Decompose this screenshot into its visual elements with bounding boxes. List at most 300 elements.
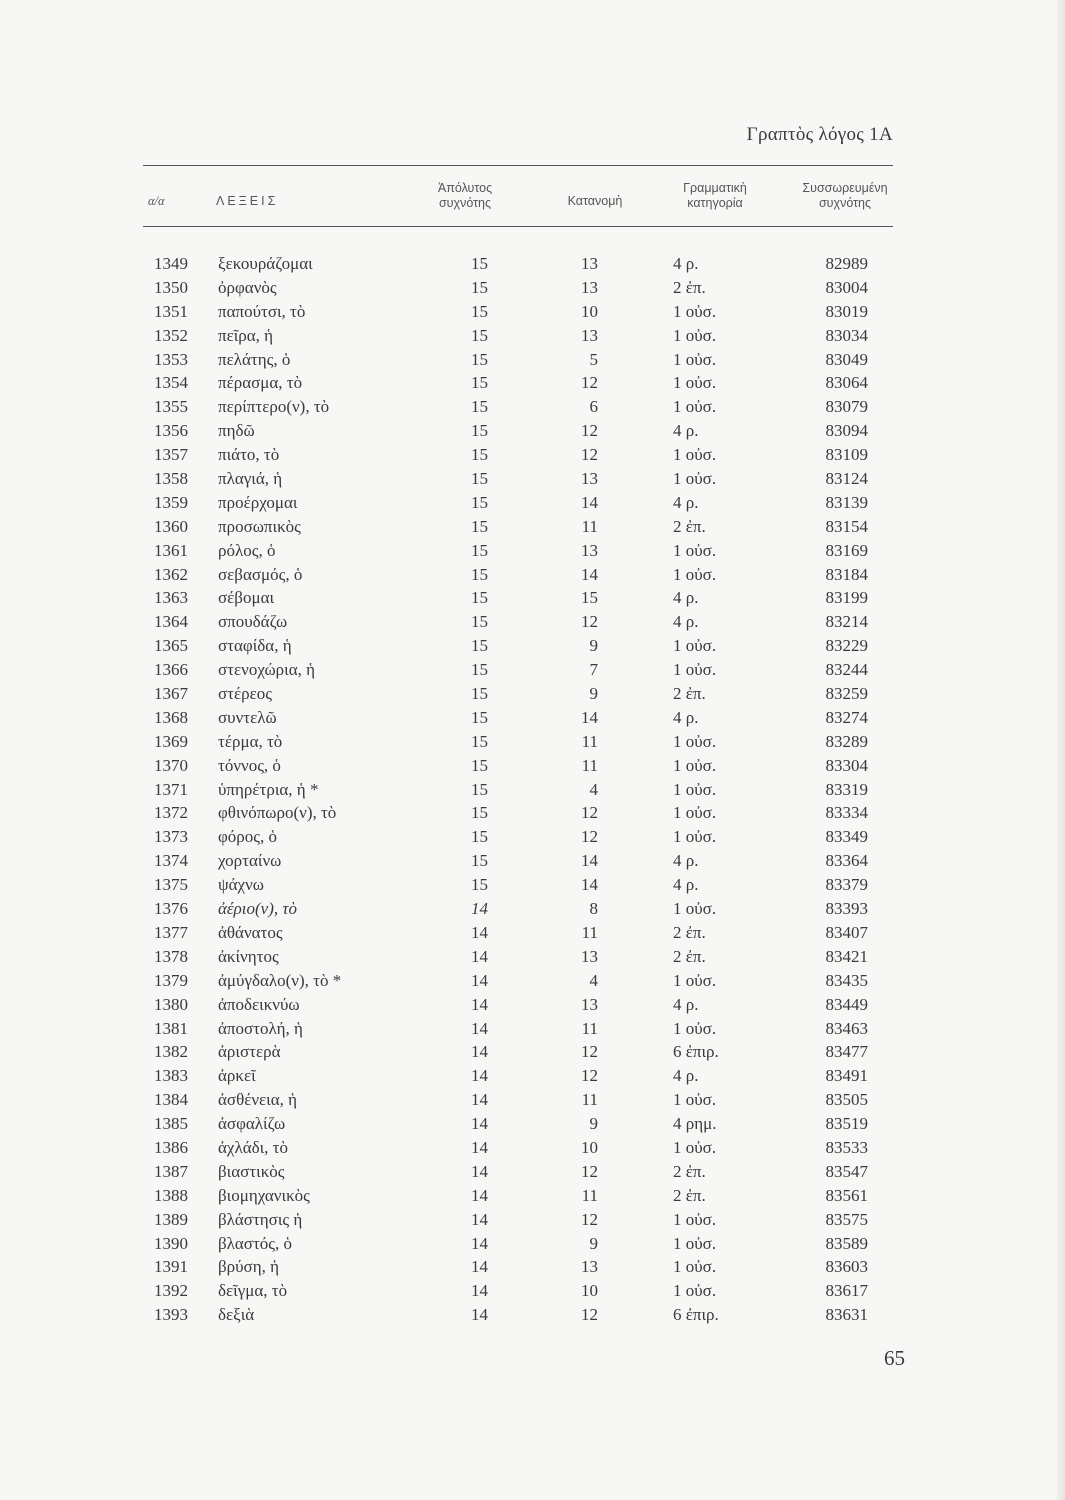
row-word: φθινόπωρο(ν), τὸ (218, 803, 337, 823)
table-row (143, 467, 903, 491)
row-cumulative-frequency: 83259 (825, 684, 868, 704)
table-row (143, 252, 903, 276)
row-distribution: 12 (581, 1209, 598, 1229)
row-serial-number: 1369 (154, 731, 188, 751)
row-serial-number: 1388 (154, 1185, 188, 1205)
row-serial-number: 1368 (154, 707, 188, 727)
row-word: ἀμύγδαλο(ν), τὸ * (218, 970, 342, 990)
row-cumulative-frequency: 83019 (825, 301, 868, 321)
row-distribution: 14 (581, 707, 598, 727)
row-cumulative-frequency: 83229 (825, 636, 868, 656)
row-cumulative-frequency: 83364 (825, 851, 868, 871)
row-word: ψάχνω (218, 875, 264, 895)
row-cumulative-frequency: 83561 (825, 1185, 868, 1205)
table-row (143, 993, 903, 1017)
row-distribution: 11 (581, 922, 598, 942)
row-serial-number: 1350 (154, 277, 188, 297)
row-absolute-frequency: 15 (471, 516, 488, 536)
header-absolute-frequency (405, 181, 525, 211)
table-row (143, 1208, 903, 1232)
row-distribution: 11 (581, 755, 598, 775)
row-absolute-frequency: 14 (471, 1090, 488, 1110)
row-grammatical-category: 1 οὐσ. (673, 445, 717, 465)
row-grammatical-category: 1 οὐσ. (673, 970, 717, 990)
row-cumulative-frequency: 83407 (825, 922, 868, 942)
row-distribution: 9 (589, 1233, 598, 1253)
row-distribution: 12 (581, 373, 598, 393)
table-row (143, 586, 903, 610)
row-absolute-frequency: 15 (471, 421, 488, 441)
row-serial-number: 1361 (154, 540, 188, 560)
row-word: χορταίνω (218, 851, 282, 871)
row-word: τέρμα, τὸ (218, 731, 283, 751)
row-absolute-frequency: 15 (471, 254, 488, 273)
row-absolute-frequency: 14 (471, 1114, 488, 1134)
row-absolute-frequency: 14 (471, 1066, 488, 1086)
row-serial-number: 1379 (154, 970, 188, 990)
row-serial-number: 1359 (154, 492, 188, 512)
row-word: ἀρκεῖ (218, 1066, 256, 1086)
table-row (143, 1160, 903, 1184)
table-row (143, 610, 903, 634)
row-serial-number: 1360 (154, 516, 188, 536)
row-distribution: 13 (581, 540, 598, 560)
row-grammatical-category: 1 οὐσ. (673, 564, 717, 584)
row-distribution: 6 (589, 397, 598, 417)
row-word: βλάστησις ἡ (218, 1209, 303, 1229)
row-absolute-frequency: 15 (471, 325, 488, 345)
row-distribution: 12 (581, 1161, 598, 1181)
row-distribution: 13 (581, 469, 598, 489)
row-serial-number: 1387 (154, 1161, 188, 1181)
row-cumulative-frequency: 83169 (825, 540, 868, 560)
row-absolute-frequency: 15 (471, 684, 488, 704)
page-number: 65 (884, 1346, 905, 1370)
row-absolute-frequency: 15 (471, 277, 488, 297)
row-serial-number: 1378 (154, 946, 188, 966)
row-distribution: 13 (581, 946, 598, 966)
row-word: ἀχλάδι, τὸ (218, 1137, 289, 1157)
row-distribution: 12 (581, 421, 598, 441)
row-distribution: 13 (581, 325, 598, 345)
row-serial-number: 1381 (154, 1018, 188, 1038)
row-cumulative-frequency: 83334 (825, 803, 868, 823)
row-absolute-frequency: 14 (471, 899, 488, 919)
row-serial-number: 1353 (154, 349, 188, 369)
row-absolute-frequency: 15 (471, 731, 488, 751)
row-absolute-frequency: 15 (471, 492, 488, 512)
header-distribution: Κατανομὴ (567, 194, 623, 208)
row-distribution: 11 (581, 731, 598, 751)
row-word: πεῖρα, ἡ (218, 325, 274, 345)
row-serial-number: 1391 (154, 1257, 188, 1277)
row-grammatical-category: 1 οὐσ. (673, 1257, 717, 1277)
row-distribution: 4 (589, 779, 598, 799)
table-row (143, 324, 903, 348)
row-distribution: 12 (581, 1305, 598, 1325)
table-row (143, 921, 903, 945)
row-distribution: 5 (589, 349, 598, 369)
row-cumulative-frequency: 83034 (825, 325, 868, 345)
row-serial-number: 1390 (154, 1233, 188, 1253)
row-distribution: 9 (589, 684, 598, 704)
row-distribution: 12 (581, 803, 598, 823)
row-absolute-frequency: 14 (471, 1018, 488, 1038)
row-serial-number: 1356 (154, 421, 188, 441)
row-cumulative-frequency: 83109 (825, 445, 868, 465)
row-grammatical-category: 1 οὐσ. (673, 731, 717, 751)
row-word: ἀριστερὰ (218, 1042, 281, 1062)
row-cumulative-frequency: 83491 (825, 1066, 868, 1086)
row-cumulative-frequency: 83421 (825, 946, 868, 966)
row-distribution: 12 (581, 1042, 598, 1062)
row-cumulative-frequency: 83533 (825, 1137, 868, 1157)
row-word: πέρασμα, τὸ (218, 373, 303, 393)
table-row (143, 1040, 903, 1064)
table-row (143, 754, 903, 778)
table-row (143, 873, 903, 897)
table-row (143, 539, 903, 563)
row-distribution: 12 (581, 1066, 598, 1086)
table-row (143, 443, 903, 467)
row-serial-number: 1366 (154, 660, 188, 680)
row-word: δεῖγμα, τὸ (218, 1281, 288, 1301)
table-row (143, 1088, 903, 1112)
row-grammatical-category: 4 ρ. (673, 851, 699, 871)
row-grammatical-category: 4 ρ. (673, 994, 699, 1014)
table-row (143, 419, 903, 443)
word-frequency-table (143, 252, 903, 1327)
row-absolute-frequency: 15 (471, 373, 488, 393)
row-word: ἀποστολή, ἡ (218, 1018, 303, 1038)
row-cumulative-frequency: 83199 (825, 588, 868, 608)
row-absolute-frequency: 14 (471, 1042, 488, 1062)
row-absolute-frequency: 14 (471, 1281, 488, 1301)
row-distribution: 4 (589, 970, 598, 990)
row-distribution: 11 (581, 516, 598, 536)
row-distribution: 7 (589, 660, 598, 680)
table-row (143, 682, 903, 706)
row-distribution: 11 (581, 1090, 598, 1110)
row-absolute-frequency: 15 (471, 803, 488, 823)
row-word: ὀρφανὸς (218, 277, 277, 297)
row-grammatical-category: 1 οὐσ. (673, 397, 717, 417)
row-word: ξεκουράζομαι (218, 254, 313, 273)
row-word: σεβασμός, ὁ (218, 564, 303, 584)
header-grammatical-category (650, 181, 780, 211)
row-grammatical-category: 1 οὐσ. (673, 1090, 717, 1110)
row-grammatical-category: 1 οὐσ. (673, 1209, 717, 1229)
row-distribution: 15 (581, 588, 598, 608)
table-row (143, 1017, 903, 1041)
row-absolute-frequency: 15 (471, 612, 488, 632)
row-distribution: 12 (581, 612, 598, 632)
header-grammatical-category-line1: Γραμματικὴ (683, 181, 747, 195)
row-grammatical-category: 1 οὐσ. (673, 301, 717, 321)
row-word: ἀκίνητος (218, 946, 279, 966)
row-serial-number: 1358 (154, 469, 188, 489)
row-absolute-frequency: 14 (471, 922, 488, 942)
row-absolute-frequency: 14 (471, 1257, 488, 1277)
row-serial-number: 1383 (154, 1066, 188, 1086)
row-cumulative-frequency: 83477 (825, 1042, 868, 1062)
table-row (143, 515, 903, 539)
row-distribution: 11 (581, 1185, 598, 1205)
row-grammatical-category: 1 οὐσ. (673, 827, 717, 847)
header-top-rule (143, 165, 893, 166)
row-absolute-frequency: 14 (471, 1305, 488, 1325)
row-serial-number: 1367 (154, 684, 188, 704)
row-grammatical-category: 1 οὐσ. (673, 803, 717, 823)
row-word: συντελῶ (218, 707, 277, 727)
table-row (143, 300, 903, 324)
row-serial-number: 1385 (154, 1114, 188, 1134)
row-grammatical-category: 1 οὐσ. (673, 469, 717, 489)
row-distribution: 11 (581, 1018, 598, 1038)
row-absolute-frequency: 15 (471, 301, 488, 321)
row-absolute-frequency: 15 (471, 397, 488, 417)
row-word: στέρεος (218, 684, 272, 704)
row-grammatical-category: 1 οὐσ. (673, 325, 717, 345)
header-grammatical-category-line2: κατηγορία (687, 196, 743, 210)
row-cumulative-frequency: 83064 (825, 373, 868, 393)
row-serial-number: 1392 (154, 1281, 188, 1301)
row-distribution: 13 (581, 994, 598, 1014)
row-word: σταφίδα, ἡ (218, 636, 292, 656)
row-word: περίπτερο(ν), τὸ (218, 397, 330, 417)
row-serial-number: 1375 (154, 875, 188, 895)
row-word: προέρχομαι (218, 492, 298, 512)
row-grammatical-category: 6 ἐπιρ. (673, 1042, 719, 1062)
row-serial-number: 1372 (154, 803, 188, 823)
row-absolute-frequency: 14 (471, 1209, 488, 1229)
table-row (143, 945, 903, 969)
row-cumulative-frequency: 83631 (825, 1305, 868, 1325)
row-distribution: 8 (589, 899, 598, 919)
row-cumulative-frequency: 83449 (825, 994, 868, 1014)
row-cumulative-frequency: 83393 (825, 899, 868, 919)
row-cumulative-frequency: 83304 (825, 755, 868, 775)
row-grammatical-category: 1 οὐσ. (673, 1137, 717, 1157)
table-row (143, 658, 903, 682)
row-grammatical-category: 1 οὐσ. (673, 349, 717, 369)
row-absolute-frequency: 15 (471, 875, 488, 895)
table-row (143, 706, 903, 730)
row-cumulative-frequency: 83379 (825, 875, 868, 895)
table-row (143, 634, 903, 658)
header-absolute-frequency-line1: Ἀπόλυτος (437, 181, 493, 195)
row-word: βιαστικὸς (218, 1161, 285, 1181)
table-row (143, 778, 903, 802)
row-cumulative-frequency: 83094 (825, 421, 868, 441)
header-bottom-rule (143, 226, 893, 227)
row-cumulative-frequency: 83049 (825, 349, 868, 369)
row-word: παπούτσι, τὸ (218, 301, 306, 321)
row-serial-number: 1364 (154, 612, 188, 632)
table-row (143, 1232, 903, 1256)
row-cumulative-frequency: 83505 (825, 1090, 868, 1110)
table-row (143, 276, 903, 300)
row-distribution: 10 (581, 301, 598, 321)
row-grammatical-category: 6 ἐπιρ. (673, 1305, 719, 1325)
row-cumulative-frequency: 83435 (825, 970, 868, 990)
table-row (143, 1064, 903, 1088)
row-serial-number: 1389 (154, 1209, 188, 1229)
table-row (143, 491, 903, 515)
table-row (143, 371, 903, 395)
row-serial-number: 1363 (154, 588, 188, 608)
table-row (143, 563, 903, 587)
row-absolute-frequency: 15 (471, 445, 488, 465)
row-absolute-frequency: 14 (471, 1137, 488, 1157)
row-word: σέβομαι (218, 588, 275, 608)
row-serial-number: 1362 (154, 564, 188, 584)
row-grammatical-category: 1 οὐσ. (673, 660, 717, 680)
row-grammatical-category: 2 ἐπ. (673, 922, 706, 942)
row-grammatical-category: 2 ἐπ. (673, 277, 706, 297)
table-row (143, 730, 903, 754)
row-cumulative-frequency: 83589 (825, 1233, 868, 1253)
row-cumulative-frequency: 83184 (825, 564, 868, 584)
row-serial-number: 1377 (154, 922, 188, 942)
row-distribution: 14 (581, 492, 598, 512)
row-cumulative-frequency: 83547 (825, 1161, 868, 1181)
row-grammatical-category: 2 ἐπ. (673, 1185, 706, 1205)
row-grammatical-category: 4 ρ. (673, 421, 699, 441)
row-cumulative-frequency: 83124 (825, 469, 868, 489)
row-absolute-frequency: 15 (471, 469, 488, 489)
row-distribution: 14 (581, 851, 598, 871)
row-distribution: 13 (581, 1257, 598, 1277)
row-grammatical-category: 4 ρ. (673, 1066, 699, 1086)
row-cumulative-frequency: 83519 (825, 1114, 868, 1134)
page-edge (1057, 0, 1065, 1500)
row-serial-number: 1374 (154, 851, 188, 871)
row-cumulative-frequency: 83154 (825, 516, 868, 536)
row-serial-number: 1351 (154, 301, 188, 321)
table-row (143, 897, 903, 921)
row-grammatical-category: 2 ἐπ. (673, 1161, 706, 1181)
table-row (143, 1184, 903, 1208)
row-absolute-frequency: 15 (471, 588, 488, 608)
row-cumulative-frequency: 83617 (825, 1281, 868, 1301)
row-word: προσωπικὸς (218, 516, 301, 536)
row-serial-number: 1355 (154, 397, 188, 417)
table-row (143, 969, 903, 993)
row-cumulative-frequency: 83004 (825, 277, 868, 297)
row-absolute-frequency: 14 (471, 970, 488, 990)
row-grammatical-category: 2 ἐπ. (673, 684, 706, 704)
row-absolute-frequency: 15 (471, 851, 488, 871)
row-serial-number: 1384 (154, 1090, 188, 1110)
row-grammatical-category: 1 οὐσ. (673, 540, 717, 560)
row-grammatical-category: 4 ρ. (673, 254, 699, 273)
row-absolute-frequency: 15 (471, 349, 488, 369)
row-word: ἀέριο(ν), τὸ (218, 899, 297, 919)
row-absolute-frequency: 14 (471, 994, 488, 1014)
row-absolute-frequency: 15 (471, 779, 488, 799)
row-grammatical-category: 1 οὐσ. (673, 1018, 717, 1038)
row-cumulative-frequency: 83319 (825, 779, 868, 799)
row-word: πελάτης, ὁ (218, 349, 291, 369)
row-serial-number: 1380 (154, 994, 188, 1014)
row-absolute-frequency: 15 (471, 827, 488, 847)
table-row (143, 395, 903, 419)
header-words: ΛΕΞΕΙΣ (216, 194, 279, 208)
row-word: πιάτο, τὸ (218, 445, 280, 465)
row-absolute-frequency: 14 (471, 1185, 488, 1205)
row-cumulative-frequency: 83244 (825, 660, 868, 680)
row-word: τόννος, ὁ (218, 755, 281, 775)
table-row (143, 1279, 903, 1303)
table-row (143, 825, 903, 849)
row-absolute-frequency: 15 (471, 540, 488, 560)
row-grammatical-category: 1 οὐσ. (673, 636, 717, 656)
row-cumulative-frequency: 83575 (825, 1209, 868, 1229)
row-word: πηδῶ (218, 421, 255, 441)
row-serial-number: 1373 (154, 827, 188, 847)
row-serial-number: 1393 (154, 1305, 188, 1325)
table-row (143, 1136, 903, 1160)
row-distribution: 9 (589, 1114, 598, 1134)
row-word: φόρος, ὁ (218, 827, 278, 847)
row-distribution: 10 (581, 1137, 598, 1157)
header-cumulative-frequency-line2: συχνότης (818, 196, 872, 210)
row-distribution: 14 (581, 875, 598, 895)
row-distribution: 12 (581, 827, 598, 847)
row-serial-number: 1386 (154, 1137, 188, 1157)
row-absolute-frequency: 15 (471, 636, 488, 656)
row-distribution: 14 (581, 564, 598, 584)
row-cumulative-frequency: 83139 (825, 492, 868, 512)
header-cumulative-frequency (785, 181, 905, 211)
row-cumulative-frequency: 83463 (825, 1018, 868, 1038)
row-serial-number: 1365 (154, 636, 188, 656)
row-grammatical-category: 2 ἐπ. (673, 946, 706, 966)
row-word: βρύση, ἡ (218, 1257, 279, 1277)
row-cumulative-frequency: 83603 (825, 1257, 868, 1277)
row-serial-number: 1357 (154, 445, 188, 465)
row-grammatical-category: 4 ρ. (673, 875, 699, 895)
row-cumulative-frequency: 83289 (825, 731, 868, 751)
row-cumulative-frequency: 83349 (825, 827, 868, 847)
row-grammatical-category: 1 οὐσ. (673, 779, 717, 799)
table-row (143, 1255, 903, 1279)
row-absolute-frequency: 15 (471, 755, 488, 775)
row-grammatical-category: 2 ἐπ. (673, 516, 706, 536)
row-absolute-frequency: 15 (471, 707, 488, 727)
row-grammatical-category: 1 οὐσ. (673, 899, 717, 919)
header-serial-number: α/α (148, 194, 165, 208)
row-absolute-frequency: 14 (471, 1161, 488, 1181)
row-word: στενοχώρια, ἡ (218, 660, 316, 680)
row-word: βιομηχανικὸς (218, 1185, 310, 1205)
row-absolute-frequency: 15 (471, 660, 488, 680)
row-grammatical-category: 4 ρ. (673, 588, 699, 608)
row-word: ἀσφαλίζω (218, 1114, 286, 1134)
row-word: ἀποδεικνύω (218, 994, 300, 1014)
row-grammatical-category: 4 ρ. (673, 612, 699, 632)
table-row (143, 1303, 903, 1327)
row-absolute-frequency: 14 (471, 946, 488, 966)
row-word: πλαγιά, ἡ (218, 469, 283, 489)
row-grammatical-category: 4 ρημ. (673, 1114, 717, 1134)
row-distribution: 10 (581, 1281, 598, 1301)
row-word: ἀσθένεια, ἡ (218, 1090, 298, 1110)
header-cumulative-frequency-line1: Συσσωρευμένη (802, 181, 888, 195)
row-cumulative-frequency: 83214 (825, 612, 868, 632)
row-word: βλαστός, ὁ (218, 1233, 293, 1253)
